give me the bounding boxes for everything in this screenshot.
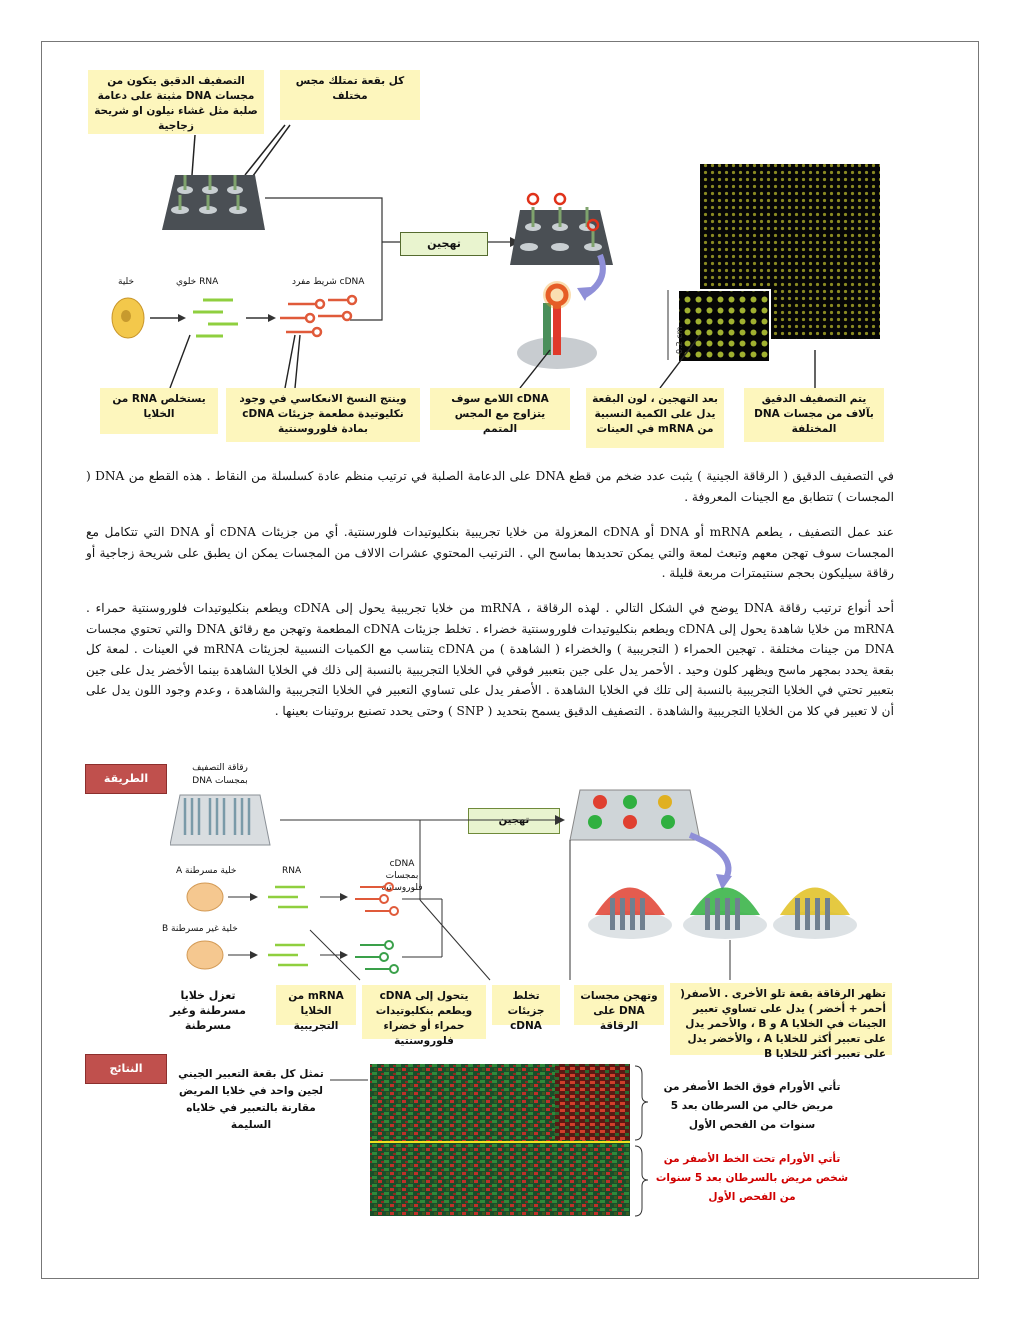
box-reverse-transcription: وينتج النسخ الانعكاسي في وجود نكليوتيدة مطعمة جزيئات cDNA بمادة فلوروسنتية [226, 388, 420, 442]
box-mrna: mRNA من الخلايا التجريبية [276, 985, 356, 1025]
label-chip: رقاقة التصفيف بمجسات DNA [192, 763, 248, 786]
bottom-cells-illustration [180, 875, 450, 985]
paragraph-2: عند عمل التصفيف ، يطعم mRNA أو DNA أو cDNA المعزولة من خلايا تجريبية بنكليوتيدات فلورسنتية. أي من جزيئات cDNA أو DNA التي تتكامل مع المجسات سوف تهجن معهم وتبعث لمعة والتي يمكن تحديدها بماسح الي . الترتيب المحتوي عشرات الالاف من المجسات يمكن ان يطبق على شريحة زجاجية أو رقاقة سيليكون بحجم سنتيمترات مربعة قليلة . [86, 525, 894, 581]
label-cell-b: خلية غير مسرطنة B [162, 924, 238, 934]
label-cell: خلية [118, 277, 135, 287]
note-above-line: تأتي الأورام فوق الخط الأصفر من مريض خالي من السرطان بعد 5 سنوات من الفحص الأول [663, 1081, 841, 1131]
label-rna-bottom: RNA [282, 866, 302, 876]
box-cdna-pair: cDNA اللامع سوف يتزاوج مع المجس المتمم [430, 388, 570, 430]
label-cdna: cDNA شريط مفرد [292, 277, 365, 287]
tab-method: الطريقة [85, 764, 167, 794]
note-below-line: تأتي الأورام تحت الخط الأصفر من شخص مريض بالسرطان بعد 5 سنوات من الفحص الأول [655, 1153, 849, 1203]
bottom-hybridization-label: تهجين [468, 808, 560, 834]
box-color-interpretation: تظهر الرقاقة بقعة تلو الأخرى . الأصفر( أحمر + أخضر ) يدل على تساوي تعبير الجينات في الخلايا A و B ، والأحمر يدل على تعبير أكثر للخلايا A ، والأخضر يدل على تعبير أكثر للخلايا B [670, 983, 892, 1055]
label-rna: RNA خلوي [176, 277, 219, 287]
box-convert-cdna: يتحول إلى cDNA ويطعم بنكليوتيدات حمراء أو خضراء فلوروسنتية [362, 985, 486, 1039]
box-isolate-cells: تعزل خلايا مسرطنة وغير مسرطنة [170, 989, 246, 1032]
label-cell-a: خلية مسرطنة A [176, 866, 237, 876]
box-after-hybridization: بعد التهجين ، لون البقعة يدل على الكمية النسبية من mRNA في العينات [586, 388, 724, 448]
box-each-spot-expression: تمثل كل بقعة التعبير الجيني لجين واحد في خلايا المريض مقارنة بالتعبير في خلاياه السليمة [178, 1068, 324, 1131]
box-rna-extract: يستخلص RNA من الخلايا [100, 388, 218, 434]
box-hybridize-probes: وتهجن مجسات DNA على الرقاقة [574, 985, 664, 1025]
tab-results: النتائج [85, 1054, 167, 1084]
hybridization-label: تهجين [400, 232, 488, 256]
box-each-spot: كل بقعة تمتلك مجس مختلف [280, 70, 420, 120]
results-heatmap [330, 1060, 660, 1220]
box-mix-cdna: تخلط جزيئات cDNA [492, 985, 560, 1025]
box-thousands-probes: يتم التصفيف الدقيق بآلاف من مجسات DNA المختلفة [744, 388, 884, 442]
paragraph-1: في التصفيف الدقيق ( الرقاقة الجينية ) يثبت عدد ضخم من قطع DNA على الدعامة الصلبة في ترتيب منظم عادة كسلسلة من النقاط . هذه القطع من DNA ( المجسات ) تتطابق مع الجينات المعروفة . [86, 469, 895, 504]
box-microarray-def: التصفيف الدقيق يتكون من مجسات DNA مثبتة على دعامة صلبة مثل غشاء نيلون او شريحة زجاجية [88, 70, 264, 134]
bottom-chip-probes [170, 790, 280, 850]
scale-label: 0.2 cm [675, 326, 684, 354]
label-cdna-fluor: cDNA بمجسات فلوروسنتية [381, 859, 423, 893]
paragraph-3: أحد أنواع ترتيب رقاقة DNA يوضح في الشكل التالي . لهذه الرقاقة ، mRNA من خلايا تجريبية يحول إلى cDNA ويطعم بنكليوتيدات فلوروسنتية حمراء . mRNA من خلايا شاهدة يحول إلى cDNA ويطعم بنكليوتيدات فلوروسنتية خضراء . تخلط جزيئات cDNA المطعمة وتهجن مع رقائق DNA والتي تحتوي مجسات DNA من جينات مختلفة . تهجين الحمراء ( التجريبية ) والخضراء ( الشاهدة ) من cDNA يتناسب مع الكميات النسبية لجزيئات mRNA في العينات . لمعة كل بقعة يحدد بمجهر ماسح ويظهر كلون وحيد . الأحمر يدل على جين بتعبير فوقي في الخلايا التجريبية بالنسبة إلى ذلك في الخلايا الشاهدة بينما الأخضر يدل على جين بتعبير تحتي في الخلايا التجريبية بالنسبة إلى تلك في الخلايا الشاهدة . الأصفر يدل على تساوي التعبير في الخلايا التجريبية والشاهدة ، وعدم وجود اللون يدل على أن لا تعبير في كلا من الخلايا التجريبية والشاهدة . التصفيف الدقيق يسمح بتحديد ( SNP ) وحتى يحدد تصنيع بروتينات بعينها . [86, 601, 895, 718]
top-pointer-lines [100, 330, 900, 392]
